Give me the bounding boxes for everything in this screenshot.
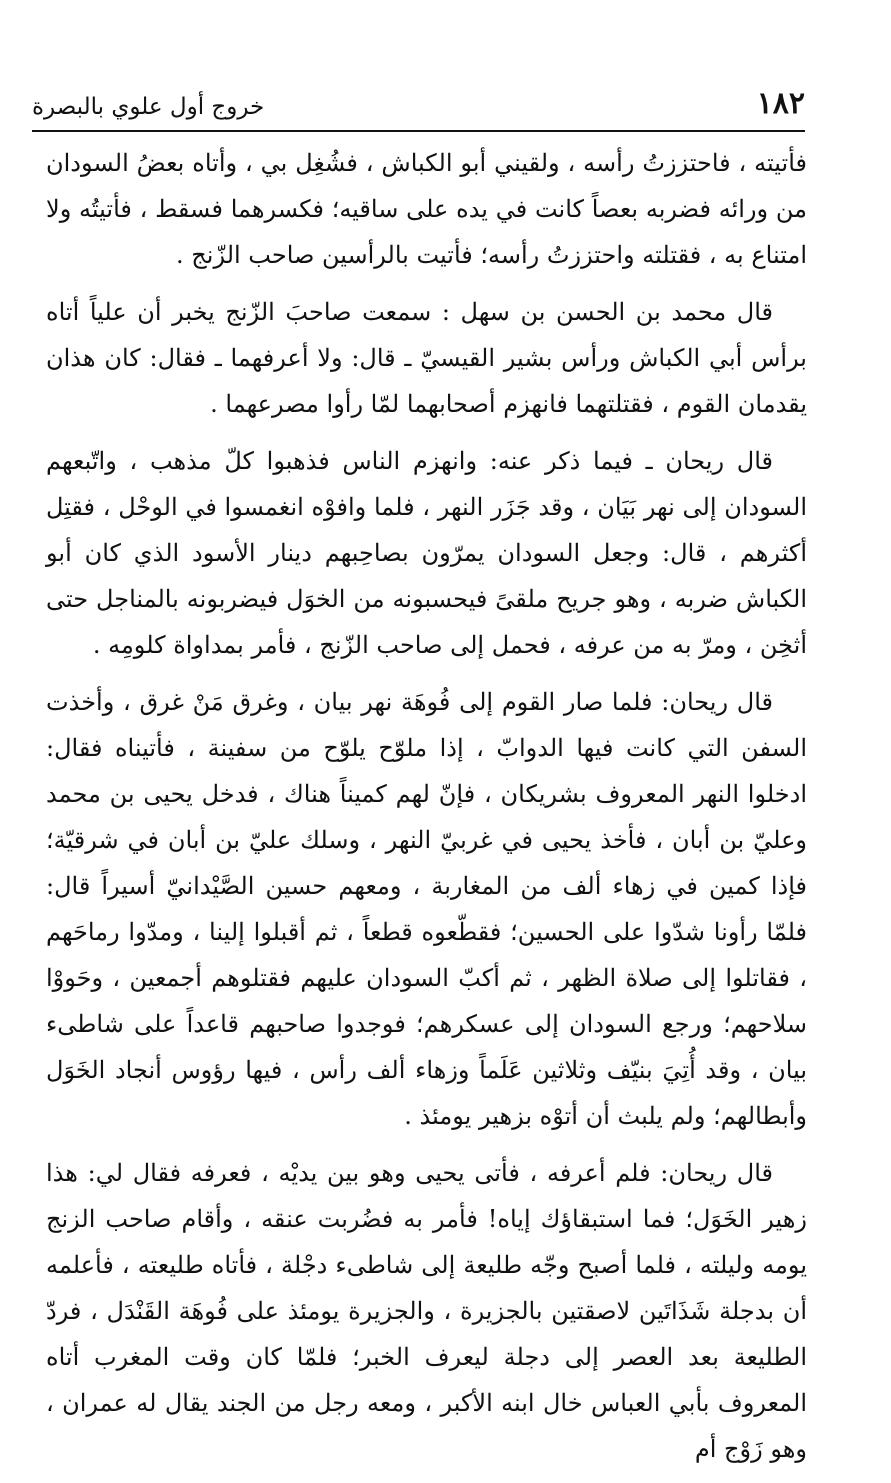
paragraph-2: قال محمد بن الحسن بن سهل : سمعت صاحبَ الزّنج يخبر أن علياً أتاه برأس أبي الكباش ورأس بشير القيسيّ ـ قال: ولا أعرفهما ـ فقال: كان هذان يقدمان القوم ، فقتلتهما فانهزم أصحابهما لمّا رأوا مصرعهما . xyxy=(46,298,807,418)
page-header xyxy=(32,86,805,132)
paragraph-5: قال ريحان: فلم أعرفه ، فأتى يحيى وهو بين يديْه ، فعرفه فقال لي: هذا زهير الخَوَل؛ فما استبقاؤك إياه! فأمر به فضُربت عنقه ، وأقام صاحب الزنج يومه وليلته ، فلما أصبح وجّه طليعة إلى شاطىء دجْلة ، فأتاه طليعته ، فأعلمه أن بدجلة شَذَاتَين لاصقتين بالجزيرة ، والجزيرة يومئذ على فُوهَة القَنْدَل ، فردّ الطليعة بعد العصر إلى دجلة ليعرف الخبر؛ فلمّا كان وقت المغرب أتاه المعروف بأبي العباس خال ابنه الأكبر ، ومعه رجل من الجند يقال له عمران ، وهو زَوْج أم xyxy=(46,1159,807,1463)
body-text xyxy=(46,140,807,1483)
running-title: خروج أول علوي بالبصرة xyxy=(32,94,265,120)
paragraph-1: فأتيته ، فاحتززتُ رأسه ، ولقيني أبو الكباش ، فشُغِل بي ، وأتاه بعضُ السودان من ورائه فضربه بعصاً كانت في يده على ساقيه؛ فكسرهما فسقط ، فأتيتُه ولا امتناع به ، فقتلته واحتززتُ رأسه؛ فأتيت بالرأسين صاحب الزّنج . xyxy=(46,149,807,269)
paragraph-3: قال ريحان ـ فيما ذكر عنه: وانهزم الناس فذهبوا كلّ مذهب ، واتّبعهم السودان إلى نهر بَيَان ، وقد جَزَر النهر ، فلما وافوْه انغمسوا في الوحْل ، فقتِل أكثرهم ، قال: وجعل السودان يمرّون بصاحِبهم دينار الأسود الذي كان أبو الكباش ضربه ، وهو جريح ملقىً فيحسبونه من الخوَل فيضربونه بالمناجل حتى أثخِن ، ومرّ به من عرفه ، فحمل إلى صاحب الزّنج ، فأمر بمداواة كلومِه . xyxy=(46,447,808,659)
page-number: ١٨٢ xyxy=(756,86,805,121)
paragraph-4: قال ريحان: فلما صار القوم إلى فُوهَة نهر بيان ، وغرق مَنْ غرق ، وأخذت السفن التي كانت فيها الدوابّ ، إذا ملوّح يلوّح من سفينة ، فأتيناه فقال: ادخلوا النهر المعروف بشريكان ، فإنّ لهم كميناً هناك ، فدخل يحيى بن محمد وعليّ بن أبان ، فأخذ يحيى في غربيّ النهر ، وسلك عليّ بن أبان في شرقيّة؛ فإذا كمين في زهاء ألف من المغاربة ، ومعهم حسين الصَّيْدانيّ أسيراً قال: فلمّا رأونا شدّوا على الحسين؛ فقطّعوه قطعاً ، ثم أقبلوا إلينا ، ومدّوا رماحَهم ، فقاتلوا إلى صلاة الظهر ، ثم أكبّ السودان عليهم فقتلوهم أجمعين ، وحَووْا سلاحهم؛ ورجع السودان إلى عسكرهم؛ فوجدوا صاحبهم قاعداً على شاطىء بيان ، وقد أُتِيَ بنيّف وثلاثين عَلَماً وزهاء ألف رأس ، فيها رؤوس أنجاد الخَوَل وأبطالهم؛ ولم يلبث أن أتوْه بزهير يومئذ . xyxy=(46,688,807,1130)
